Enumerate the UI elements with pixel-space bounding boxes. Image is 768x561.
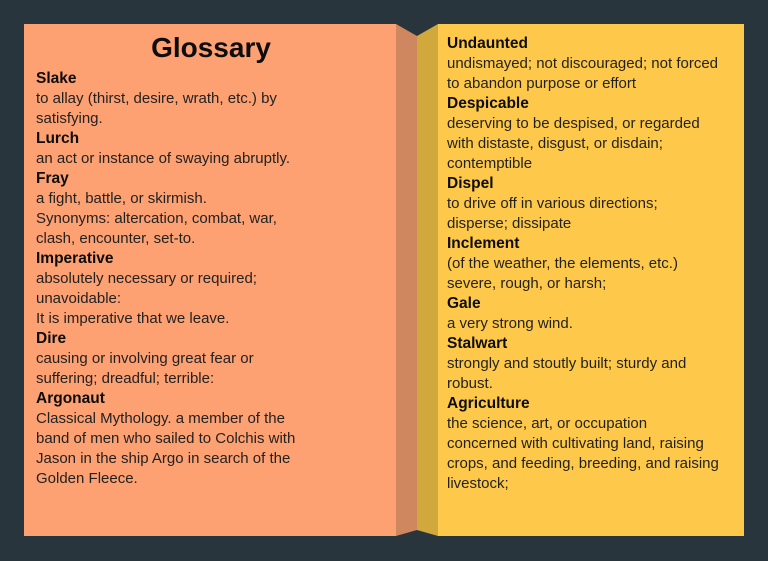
entry-definition-line: (of the weather, the elements, etc.) <box>447 255 678 272</box>
glossary-entry <box>36 249 386 329</box>
entry-definition-line: undismayed; not discouraged; not forced <box>447 55 719 72</box>
glossary-entry <box>36 169 386 249</box>
glossary-entry <box>36 389 386 489</box>
glossary-entry <box>447 334 740 394</box>
entry-term: Fray <box>36 170 69 187</box>
entry-definition-line: suffering; dreadful; terrible: <box>36 370 215 387</box>
entry-term: Slake <box>36 70 77 87</box>
entry-definition-line: band of men who sailed to Colchis with <box>36 430 296 447</box>
entry-definition-line: absolutely necessary or required; <box>36 270 257 287</box>
entry-term: Imperative <box>36 250 114 267</box>
left-page <box>24 24 396 536</box>
entry-definition-line: livestock; <box>447 475 509 492</box>
entry-definition-line: disperse; dissipate <box>447 215 572 232</box>
entry-definition-line: satisfying. <box>36 110 103 127</box>
entry-definition-line: Synonyms: altercation, combat, war, <box>36 210 277 227</box>
entry-definition-line: deserving to be despised, or regarded <box>447 115 700 132</box>
left-page-spine-fold <box>396 24 417 536</box>
entry-term: Stalwart <box>447 335 508 352</box>
entry-term: Agriculture <box>447 395 530 412</box>
entry-definition-line: a fight, battle, or skirmish. <box>36 190 207 207</box>
glossary-entry <box>447 294 740 334</box>
entry-definition-line: the science, art, or occupation <box>447 415 648 432</box>
entry-definition-line: severe, rough, or harsh; <box>447 275 607 292</box>
entry-definition-line: contemptible <box>447 155 533 172</box>
entry-definition-line: to allay (thirst, desire, wrath, etc.) by <box>36 90 277 107</box>
entry-definition-line: robust. <box>447 375 493 392</box>
entry-definition-line: a very strong wind. <box>447 315 573 332</box>
entry-definition-line: Jason in the ship Argo in search of the <box>36 450 291 467</box>
entry-definition-line: Classical Mythology. a member of the <box>36 410 285 427</box>
right-entry-list <box>447 34 740 494</box>
entry-definition-line: to abandon purpose or effort <box>447 75 637 92</box>
entry-definition-line: Golden Fleece. <box>36 470 138 487</box>
entry-definition-line: with distaste, disgust, or disdain; <box>447 135 663 152</box>
entry-definition-line: clash, encounter, set-to. <box>36 230 196 247</box>
glossary-entry <box>447 34 740 94</box>
entry-term: Gale <box>447 295 481 312</box>
glossary-entry <box>447 394 740 494</box>
glossary-entry <box>447 94 740 174</box>
entry-definition-line: causing or involving great fear or <box>36 350 254 367</box>
right-page <box>438 24 744 536</box>
entry-definition-line: concerned with cultivating land, raising <box>447 435 704 452</box>
entry-term: Despicable <box>447 95 529 112</box>
entry-term: Dire <box>36 330 67 347</box>
entry-definition-line: crops, and feeding, breeding, and raising <box>447 455 719 472</box>
right-page-spine-fold <box>417 24 438 536</box>
glossary-title: Glossary <box>151 32 271 63</box>
glossary-entry <box>36 129 386 169</box>
entry-term: Lurch <box>36 130 80 147</box>
entry-definition-line: an act or instance of swaying abruptly. <box>36 150 291 167</box>
left-entry-list <box>36 69 386 489</box>
entry-term: Undaunted <box>447 35 528 52</box>
glossary-entry <box>447 234 740 294</box>
entry-definition-line: strongly and stoutly built; sturdy and <box>447 355 687 372</box>
entry-definition-line: It is imperative that we leave. <box>36 310 230 327</box>
entry-term: Inclement <box>447 235 520 252</box>
entry-definition-line: unavoidable: <box>36 290 122 307</box>
entry-term: Dispel <box>447 175 494 192</box>
glossary-entry <box>447 174 740 234</box>
glossary-entry <box>36 69 386 129</box>
glossary-entry <box>36 329 386 389</box>
entry-definition-line: to drive off in various directions; <box>447 195 658 212</box>
entry-term: Argonaut <box>36 390 105 407</box>
